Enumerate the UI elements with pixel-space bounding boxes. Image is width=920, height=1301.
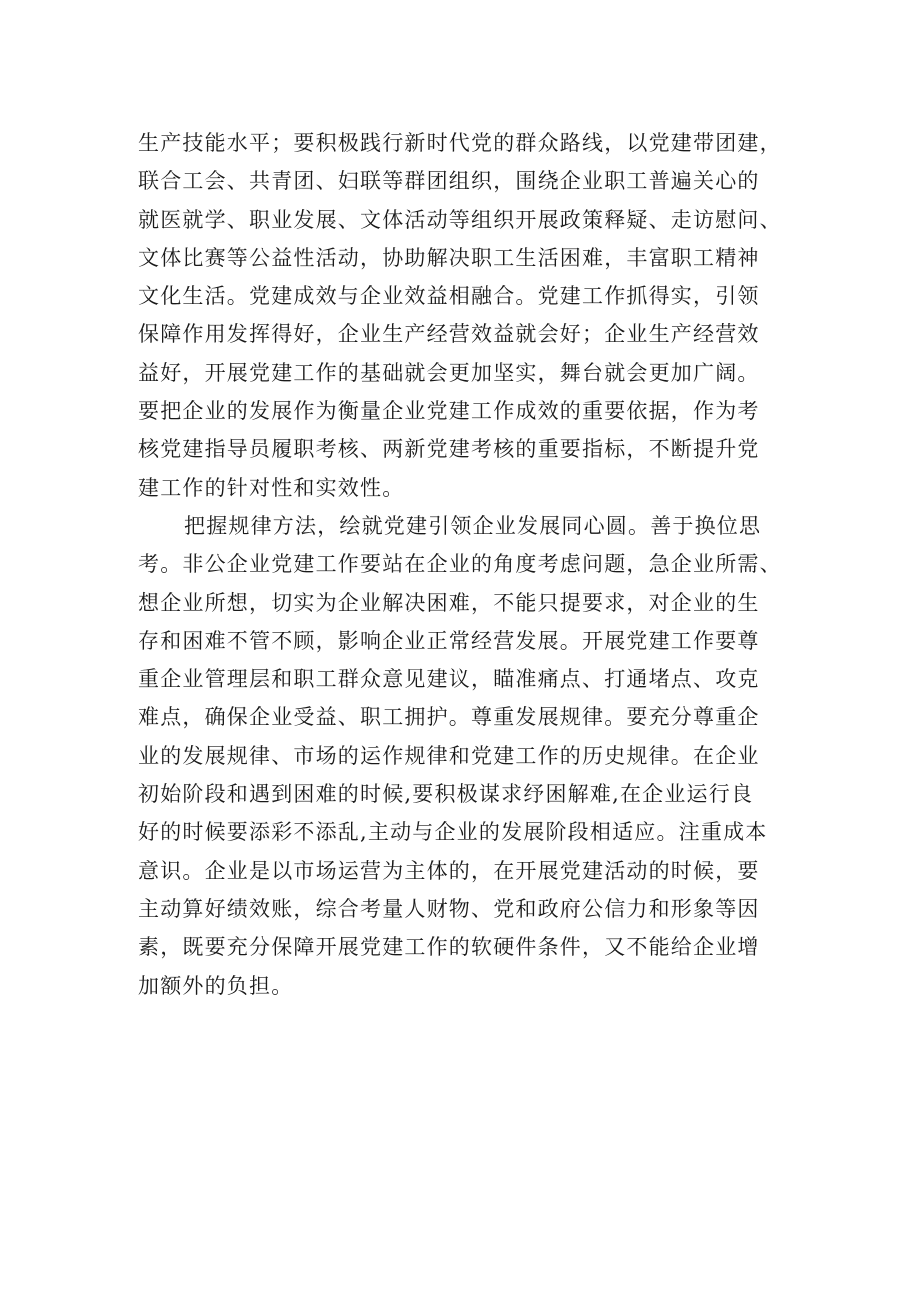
text-line: 好的时候要添彩不添乱,主动与企业的发展阶段相适应。注重成本	[138, 820, 768, 845]
text-line: 核党建指导员履职考核、两新党建考核的重要指标，不断提升党	[138, 437, 760, 462]
text-line: 文体比赛等公益性活动，协助解决职工生活困难，丰富职工精神	[138, 245, 760, 270]
text-line: 保障作用发挥得好，企业生产经营效益就会好；企业生产经营效	[138, 322, 760, 347]
text-line: 想企业所想，切实为企业解决困难，不能只提要求，对企业的生	[138, 590, 760, 615]
text-line: 主动算好绩效账，综合考量人财物、党和政府公信力和形象等因	[138, 896, 760, 921]
paragraph-1	[138, 124, 798, 507]
text-line: 存和困难不管不顾，影响企业正常经营发展。开展党建工作要尊	[138, 628, 760, 653]
text-line: 益好，开展党建工作的基础就会更加坚实，舞台就会更加广阔。	[138, 360, 760, 385]
text-line: 要把企业的发展作为衡量企业党建工作成效的重要依据，作为考	[138, 399, 760, 424]
text-line: 联合工会、共青团、妇联等群团组织，围绕企业职工普遍关心的	[138, 169, 760, 194]
document-body	[138, 124, 798, 1005]
text-line: 考。非公企业党建工作要站在企业的角度考虑问题，急企业所需、	[138, 552, 782, 577]
text-line: 意识。企业是以市场运营为主体的，在开展党建活动的时候，要	[138, 858, 760, 883]
text-line: 生产技能水平；要积极践行新时代党的群众路线，以党建带团建，	[138, 131, 782, 155]
text-line: 难点，确保企业受益、职工拥护。尊重发展规律。要充分尊重企	[138, 705, 760, 730]
text-line: 素，既要充分保障开展党建工作的软硬件条件，又不能给企业增	[138, 935, 760, 960]
text-line: 加额外的负担。	[138, 973, 294, 998]
text-line: 业的发展规律、市场的运作规律和党建工作的历史规律。在企业	[138, 743, 760, 768]
paragraph-2	[138, 507, 798, 1005]
text-line: 就医就学、职业发展、文体活动等组织开展政策释疑、走访慰问、	[138, 207, 782, 232]
text-line: 文化生活。党建成效与企业效益相融合。党建工作抓得实，引领	[138, 284, 760, 309]
text-line: 建工作的针对性和实效性。	[138, 475, 405, 500]
text-line: 重企业管理层和职工群众意见建议，瞄准痛点、打通堵点、攻克	[138, 667, 760, 692]
text-line-first: 把握规律方法，绘就党建引领企业发展同心圆。善于换位思	[184, 513, 762, 538]
text-line: 初始阶段和遇到困难的时候,要积极谋求纾困解难,在企业运行良	[138, 782, 754, 807]
